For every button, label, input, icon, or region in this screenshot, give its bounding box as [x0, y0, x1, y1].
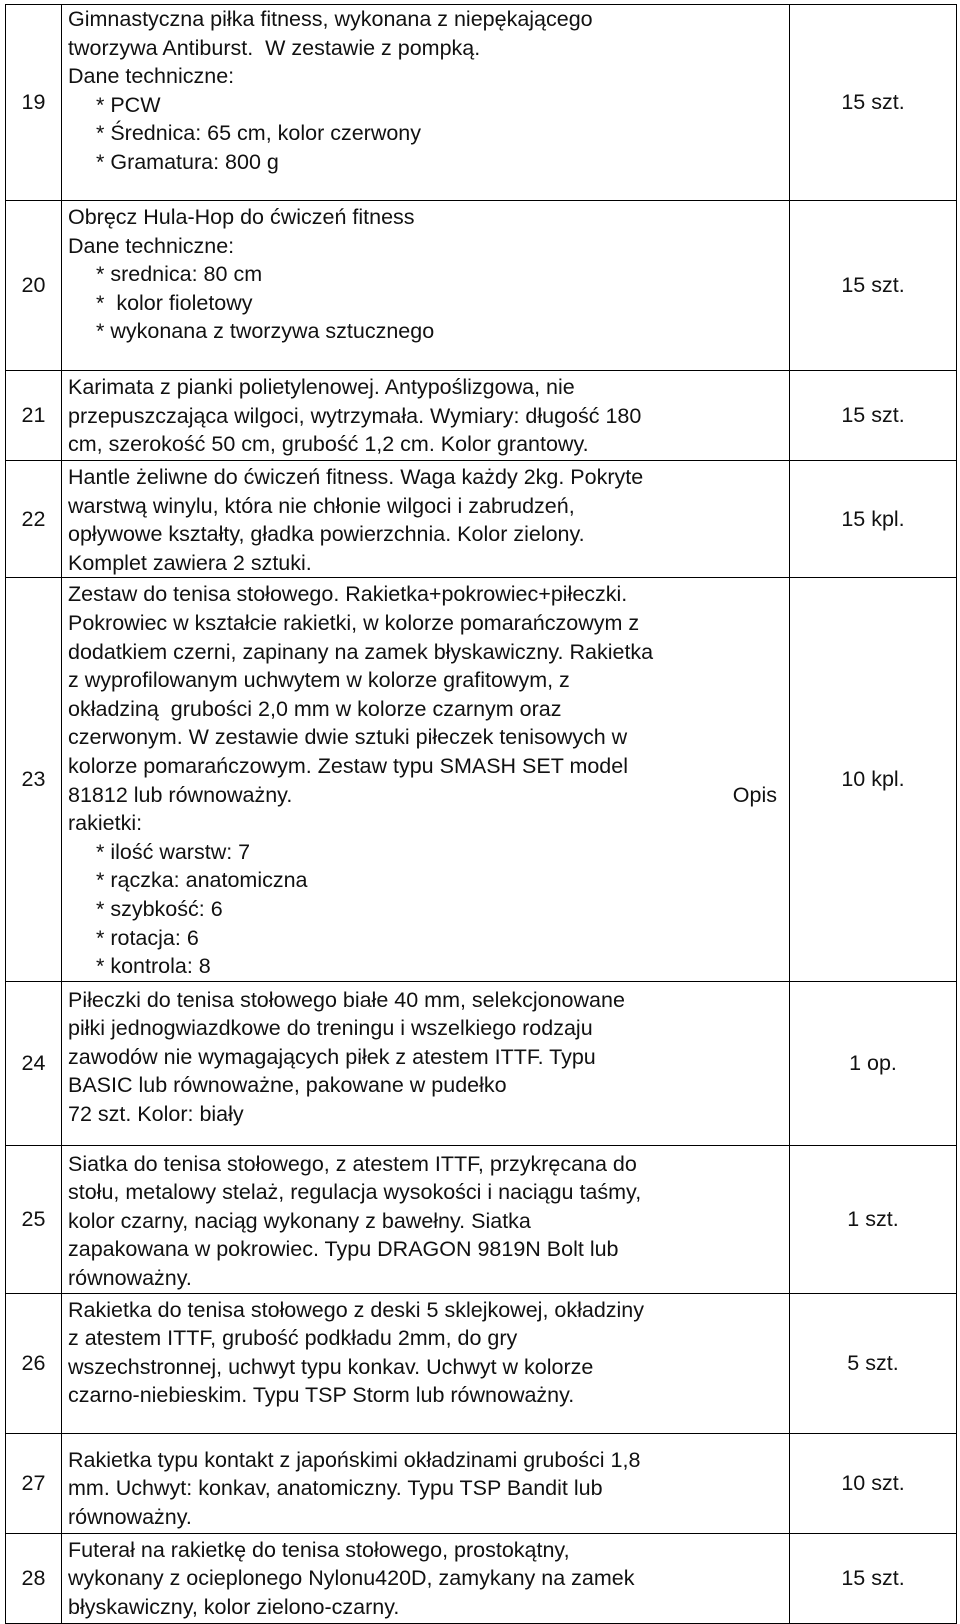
table-row: [6, 371, 957, 461]
description-line: równoważny.: [68, 1504, 192, 1529]
description-line: z wyprofilowanym uchwytem w kolorze grafitowym, z: [68, 668, 570, 693]
description-line: * rączka: anatomiczna: [96, 868, 308, 893]
description-line: * rotacja: 6: [96, 925, 199, 950]
description-line: Dane techniczne:: [68, 233, 235, 258]
description-line-text: 81812 lub równoważny.: [68, 782, 293, 807]
item-quantity: 10 szt.: [790, 1433, 957, 1533]
item-description: [62, 1293, 790, 1433]
description-line: mm. Uchwyt: konkav, anatomiczny. Typu TSP Bandit lub: [68, 1476, 603, 1501]
description-line: Pokrowiec w kształcie rakietki, w kolorze pomarańczowym z: [68, 610, 640, 635]
description-line: Obręcz Hula-Hop do ćwiczeń fitness: [68, 205, 415, 229]
table-row: [6, 1293, 957, 1433]
item-quantity: 15 kpl.: [790, 461, 957, 578]
description-line: Komplet zawiera 2 sztuki.: [68, 550, 312, 575]
description-line: * ilość warstw: 7: [96, 839, 251, 864]
item-number: 26: [6, 1293, 62, 1433]
description-line: Gimnastyczna piłka fitness, wykonana z niepękającego: [68, 7, 593, 31]
item-quantity: 15 szt.: [790, 371, 957, 461]
item-description: [62, 1533, 790, 1623]
description-line: czerwonym. W zestawie dwie sztuki piłeczek tenisowych w: [68, 725, 628, 750]
description-line: rakietki:: [68, 811, 143, 836]
description-line: piłki jednogwiazdkowe do treningu i wszelkiego rodzaju: [68, 1016, 593, 1041]
description-line: Dane techniczne:: [68, 64, 235, 89]
description-line: z atestem ITTF, grubość podkładu 2mm, do gry: [68, 1326, 518, 1351]
description-line: dodatkiem czerni, zapinany na zamek błyskawiczny. Rakietka: [68, 639, 654, 664]
description-line: okładziną grubości 2,0 mm w kolorze czarnym oraz: [68, 696, 562, 721]
description-line: cm, szerokość 50 cm, grubość 1,2 cm. Kolor grantowy.: [68, 432, 589, 457]
table-row: [6, 981, 957, 1145]
description-line: Hantle żeliwne do ćwiczeń fitness. Waga każdy 2kg. Pokryte: [68, 465, 644, 489]
item-quantity: 15 szt.: [790, 1533, 957, 1623]
table-row: [6, 5, 957, 201]
description-line: zawodów nie wymagających piłek z atestem ITTF. Typu: [68, 1044, 596, 1069]
description-line: zapakowana w pokrowiec. Typu DRAGON 9819N Bolt lub: [68, 1237, 619, 1262]
item-description: [62, 371, 790, 461]
description-line: [68, 781, 785, 810]
item-number: 22: [6, 461, 62, 578]
description-line: * Średnica: 65 cm, kolor czerwony: [96, 121, 422, 146]
description-line: Piłeczki do tenisa stołowego białe 40 mm, selekcjonowane: [68, 987, 625, 1012]
table-row: [6, 1145, 957, 1293]
item-number: 24: [6, 981, 62, 1145]
description-line: przepuszczająca wilgoci, wytrzymała. Wymiary: długość 180: [68, 403, 642, 428]
description-line: * kontrola: 8: [96, 954, 211, 979]
description-line: Siatka do tenisa stołowego, z atestem ITTF, przykręcana do: [68, 1151, 637, 1176]
item-description: [62, 201, 790, 371]
description-line: Karimata z pianki polietylenowej. Antypoślizgowa, nie: [68, 375, 575, 399]
item-description: [62, 5, 790, 201]
item-description: [62, 461, 790, 578]
item-quantity: 15 szt.: [790, 201, 957, 371]
description-line: stołu, metalowy stelaż, regulacja wysokości i naciągu taśmy,: [68, 1180, 642, 1205]
description-line: warstwą winylu, która nie chłonie wilgoci i zabrudzeń,: [68, 493, 575, 518]
description-line: kolor czarny, naciąg wykonany z bawełny. Siatka: [68, 1208, 531, 1233]
table-row: [6, 461, 957, 578]
item-description: [62, 1145, 790, 1293]
item-number: 20: [6, 201, 62, 371]
description-line: Zestaw do tenisa stołowego. Rakietka+pokrowiec+piłeczki.: [68, 582, 628, 607]
item-quantity: 1 op.: [790, 981, 957, 1145]
description-line: wszechstronnej, uchwyt typu konkav. Uchwyt w kolorze: [68, 1354, 594, 1379]
table-row: [6, 1433, 957, 1533]
description-line: Rakietka typu kontakt z japońskimi okładzinami grubości 1,8: [68, 1447, 641, 1472]
item-number: 25: [6, 1145, 62, 1293]
description-line: czarno-niebieskim. Typu TSP Storm lub równoważny.: [68, 1383, 575, 1408]
item-number: 19: [6, 5, 62, 201]
description-line: wykonany z ocieplonego Nylonu420D, zamykany na zamek: [68, 1566, 635, 1591]
description-line: Rakietka do tenisa stołowego z deski 5 sklejkowej, okładziny: [68, 1297, 645, 1322]
table-row: [6, 578, 957, 981]
specification-table: [5, 4, 957, 1624]
item-number: 28: [6, 1533, 62, 1623]
description-line: * PCW: [96, 92, 161, 117]
description-line: równoważny.: [68, 1266, 192, 1291]
description-line: * wykonana z tworzywa sztucznego: [96, 319, 435, 344]
description-line: * szybkość: 6: [96, 896, 223, 921]
table-row: [6, 201, 957, 371]
item-number: 23: [6, 578, 62, 981]
table-row: [6, 1533, 957, 1623]
opis-label: Opis: [732, 782, 777, 807]
description-line: * Gramatura: 800 g: [96, 149, 279, 174]
description-line: kolorze pomarańczowym. Zestaw typu SMASH SET model: [68, 753, 628, 778]
description-line: 72 szt. Kolor: biały: [68, 1102, 244, 1127]
description-line: opływowe kształty, gładka powierzchnia. Kolor zielony.: [68, 522, 585, 547]
description-line: Futerał na rakietkę do tenisa stołowego, prostokątny,: [68, 1537, 570, 1562]
item-description: [62, 981, 790, 1145]
description-line: * kolor fioletowy: [96, 290, 253, 315]
description-line: * srednica: 80 cm: [96, 262, 263, 287]
table-body: [6, 5, 957, 1624]
description-line: tworzywa Antiburst. W zestawie z pompką.: [68, 35, 481, 60]
item-quantity: 1 szt.: [790, 1145, 957, 1293]
item-number: 27: [6, 1433, 62, 1533]
item-quantity: 15 szt.: [790, 5, 957, 201]
description-line: błyskawiczny, kolor zielono-czarny.: [68, 1594, 400, 1619]
item-quantity: 5 szt.: [790, 1293, 957, 1433]
item-quantity: 10 kpl.: [790, 578, 957, 981]
item-number: 21: [6, 371, 62, 461]
description-line: BASIC lub równoważne, pakowane w pudełko: [68, 1073, 507, 1098]
item-description: [62, 1433, 790, 1533]
item-description: [62, 578, 790, 981]
